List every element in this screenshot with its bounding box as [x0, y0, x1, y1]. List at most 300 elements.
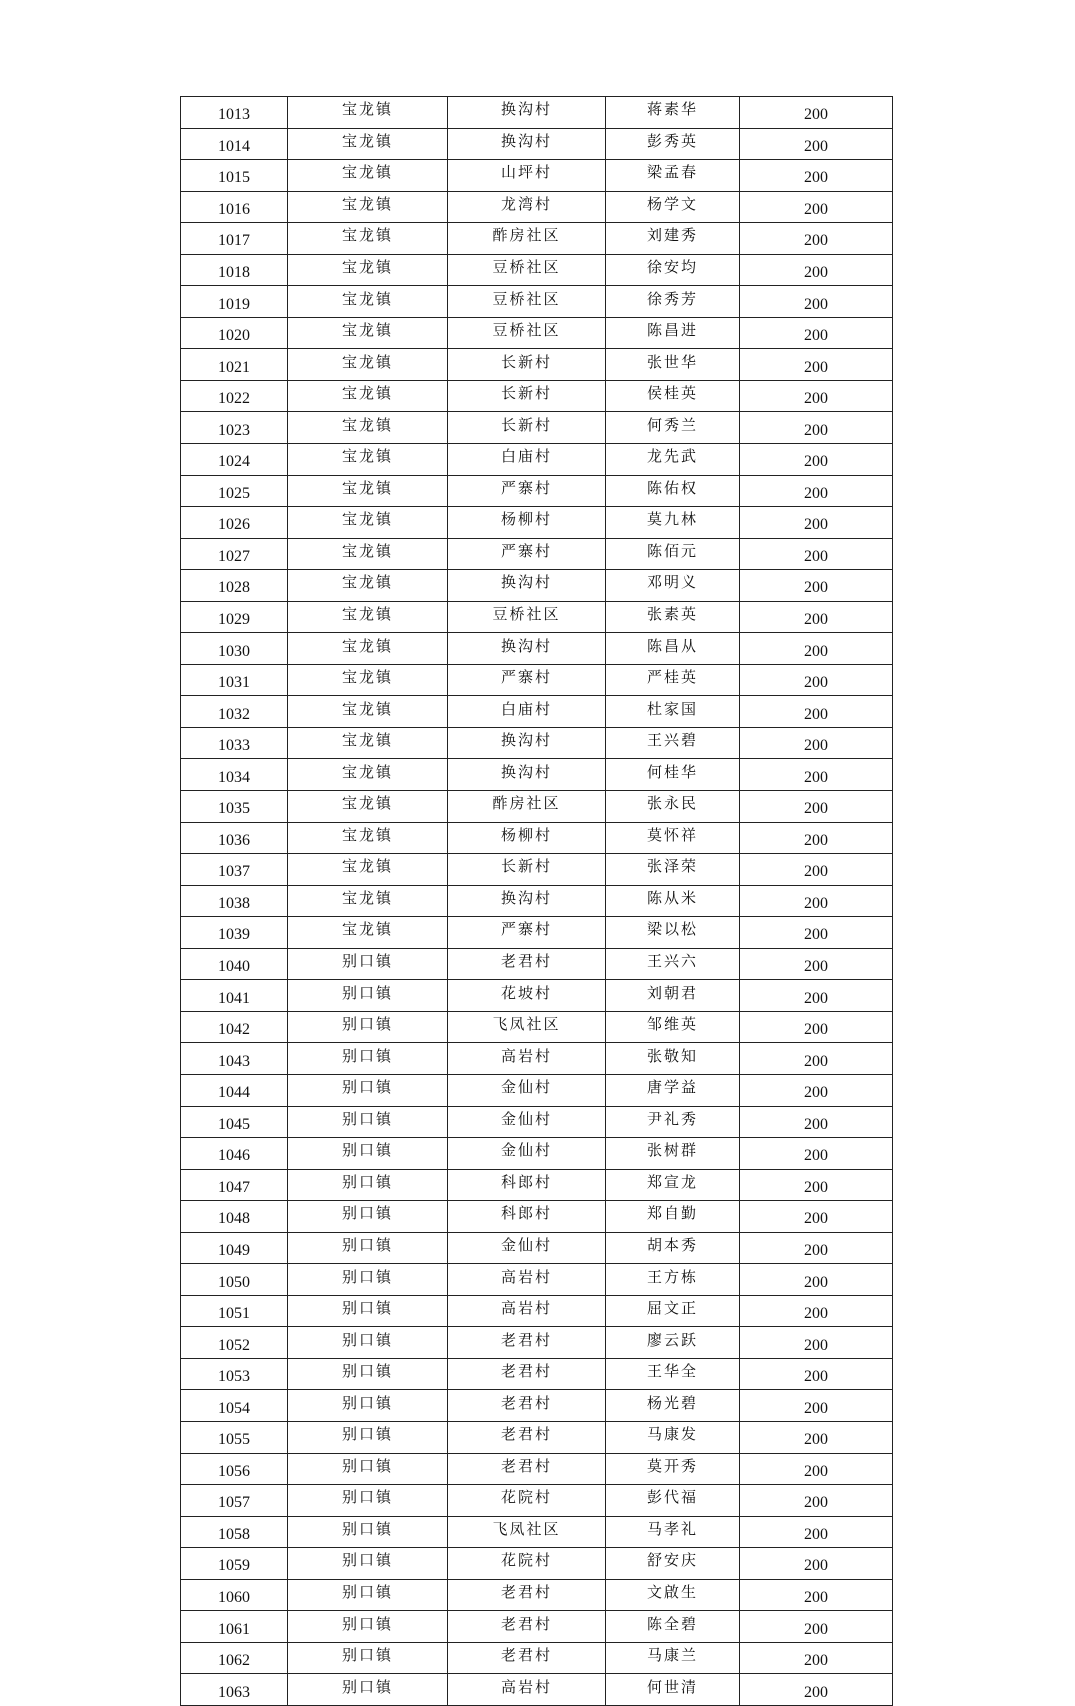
town-cell: 别口镇: [288, 1611, 448, 1643]
row-number-cell: 1031: [181, 664, 288, 696]
town-cell: 宝龙镇: [288, 160, 448, 192]
amount-cell: 200: [740, 1327, 893, 1359]
table-row: [181, 1453, 893, 1485]
town-cell: 宝龙镇: [288, 223, 448, 255]
table-row: [181, 601, 893, 633]
town-cell: 宝龙镇: [288, 128, 448, 160]
village-cell: 换沟村: [448, 570, 606, 602]
row-number-cell: 1030: [181, 633, 288, 665]
row-number-cell: 1062: [181, 1642, 288, 1674]
table-row: [181, 791, 893, 823]
row-number-cell: 1024: [181, 444, 288, 476]
amount-cell: 200: [740, 664, 893, 696]
town-cell: 别口镇: [288, 1169, 448, 1201]
town-cell: 宝龙镇: [288, 444, 448, 476]
village-cell: 换沟村: [448, 885, 606, 917]
town-cell: 别口镇: [288, 1674, 448, 1706]
table-row: [181, 317, 893, 349]
amount-cell: 200: [740, 317, 893, 349]
amount-cell: 200: [740, 727, 893, 759]
amount-cell: 200: [740, 633, 893, 665]
table-row: [181, 759, 893, 791]
amount-cell: 200: [740, 1106, 893, 1138]
town-cell: 宝龙镇: [288, 854, 448, 886]
amount-cell: 200: [740, 1421, 893, 1453]
table-row: [181, 286, 893, 318]
amount-cell: 200: [740, 1642, 893, 1674]
table-row: [181, 160, 893, 192]
person-name-cell: 屈文正: [606, 1295, 740, 1327]
table-row: [181, 1611, 893, 1643]
person-name-cell: 马孝礼: [606, 1516, 740, 1548]
village-cell: 老君村: [448, 1390, 606, 1422]
village-cell: 豆桥社区: [448, 317, 606, 349]
table-row: [181, 507, 893, 539]
person-name-cell: 邓明义: [606, 570, 740, 602]
person-name-cell: 张世华: [606, 349, 740, 381]
person-name-cell: 陈昌从: [606, 633, 740, 665]
person-name-cell: 何桂华: [606, 759, 740, 791]
person-name-cell: 梁以松: [606, 917, 740, 949]
village-cell: 老君村: [448, 1421, 606, 1453]
person-name-cell: 蒋素华: [606, 97, 740, 129]
person-name-cell: 龙先武: [606, 444, 740, 476]
person-name-cell: 陈全碧: [606, 1611, 740, 1643]
row-number-cell: 1060: [181, 1579, 288, 1611]
person-name-cell: 陈从米: [606, 885, 740, 917]
town-cell: 别口镇: [288, 1295, 448, 1327]
person-name-cell: 王兴碧: [606, 727, 740, 759]
amount-cell: 200: [740, 380, 893, 412]
table-row: [181, 1516, 893, 1548]
person-name-cell: 陈佑权: [606, 475, 740, 507]
row-number-cell: 1038: [181, 885, 288, 917]
village-cell: 酢房社区: [448, 791, 606, 823]
town-cell: 宝龙镇: [288, 475, 448, 507]
row-number-cell: 1017: [181, 223, 288, 255]
row-number-cell: 1051: [181, 1295, 288, 1327]
village-cell: 花坡村: [448, 980, 606, 1012]
village-cell: 老君村: [448, 1453, 606, 1485]
amount-cell: 200: [740, 444, 893, 476]
town-cell: 别口镇: [288, 1106, 448, 1138]
row-number-cell: 1023: [181, 412, 288, 444]
person-name-cell: 严桂英: [606, 664, 740, 696]
amount-cell: 200: [740, 286, 893, 318]
village-cell: 酢房社区: [448, 223, 606, 255]
table-row: [181, 1169, 893, 1201]
village-cell: 换沟村: [448, 128, 606, 160]
village-cell: 老君村: [448, 1579, 606, 1611]
town-cell: 宝龙镇: [288, 917, 448, 949]
town-cell: 别口镇: [288, 1138, 448, 1170]
town-cell: 别口镇: [288, 980, 448, 1012]
town-cell: 别口镇: [288, 1390, 448, 1422]
town-cell: 宝龙镇: [288, 727, 448, 759]
person-name-cell: 张树群: [606, 1138, 740, 1170]
village-cell: 科郎村: [448, 1169, 606, 1201]
village-cell: 金仙村: [448, 1074, 606, 1106]
table-row: [181, 1106, 893, 1138]
village-cell: 换沟村: [448, 727, 606, 759]
village-cell: 老君村: [448, 948, 606, 980]
person-name-cell: 唐学益: [606, 1074, 740, 1106]
town-cell: 宝龙镇: [288, 538, 448, 570]
table-row: [181, 1674, 893, 1706]
table-row: [181, 664, 893, 696]
village-cell: 山坪村: [448, 160, 606, 192]
person-name-cell: 文啟生: [606, 1579, 740, 1611]
village-cell: 严寨村: [448, 917, 606, 949]
person-name-cell: 王华全: [606, 1358, 740, 1390]
person-name-cell: 王方栋: [606, 1264, 740, 1296]
village-cell: 科郎村: [448, 1201, 606, 1233]
person-name-cell: 马康发: [606, 1421, 740, 1453]
row-number-cell: 1016: [181, 191, 288, 223]
village-cell: 杨柳村: [448, 822, 606, 854]
table-row: [181, 1074, 893, 1106]
town-cell: 宝龙镇: [288, 286, 448, 318]
person-name-cell: 徐秀芳: [606, 286, 740, 318]
town-cell: 宝龙镇: [288, 570, 448, 602]
amount-cell: 200: [740, 885, 893, 917]
amount-cell: 200: [740, 1485, 893, 1517]
amount-cell: 200: [740, 1548, 893, 1580]
row-number-cell: 1045: [181, 1106, 288, 1138]
table-row: [181, 822, 893, 854]
table-row: [181, 570, 893, 602]
town-cell: 别口镇: [288, 948, 448, 980]
town-cell: 别口镇: [288, 1011, 448, 1043]
table-row: [181, 191, 893, 223]
table-row: [181, 444, 893, 476]
amount-cell: 200: [740, 759, 893, 791]
person-name-cell: 杜家国: [606, 696, 740, 728]
table-row: [181, 97, 893, 129]
town-cell: 宝龙镇: [288, 412, 448, 444]
table-row: [181, 1201, 893, 1233]
town-cell: 别口镇: [288, 1453, 448, 1485]
town-cell: 宝龙镇: [288, 380, 448, 412]
amount-cell: 200: [740, 1201, 893, 1233]
row-number-cell: 1044: [181, 1074, 288, 1106]
table-row: [181, 349, 893, 381]
town-cell: 宝龙镇: [288, 507, 448, 539]
village-cell: 换沟村: [448, 97, 606, 129]
village-cell: 严寨村: [448, 538, 606, 570]
town-cell: 宝龙镇: [288, 759, 448, 791]
amount-cell: 200: [740, 1011, 893, 1043]
village-cell: 金仙村: [448, 1138, 606, 1170]
person-name-cell: 彭代福: [606, 1485, 740, 1517]
amount-cell: 200: [740, 254, 893, 286]
row-number-cell: 1033: [181, 727, 288, 759]
town-cell: 宝龙镇: [288, 317, 448, 349]
person-name-cell: 杨学文: [606, 191, 740, 223]
village-cell: 白庙村: [448, 444, 606, 476]
table-row: [181, 1485, 893, 1517]
person-name-cell: 梁孟春: [606, 160, 740, 192]
row-number-cell: 1057: [181, 1485, 288, 1517]
village-cell: 飞凤社区: [448, 1516, 606, 1548]
amount-cell: 200: [740, 1264, 893, 1296]
table-row: [181, 1327, 893, 1359]
table-row: [181, 727, 893, 759]
amount-cell: 200: [740, 948, 893, 980]
row-number-cell: 1052: [181, 1327, 288, 1359]
table-row: [181, 1043, 893, 1075]
town-cell: 别口镇: [288, 1548, 448, 1580]
village-cell: 严寨村: [448, 475, 606, 507]
town-cell: 宝龙镇: [288, 822, 448, 854]
amount-cell: 200: [740, 1390, 893, 1422]
table-row: [181, 1138, 893, 1170]
village-cell: 金仙村: [448, 1232, 606, 1264]
amount-cell: 200: [740, 570, 893, 602]
amount-cell: 200: [740, 1358, 893, 1390]
village-cell: 长新村: [448, 349, 606, 381]
row-number-cell: 1032: [181, 696, 288, 728]
person-name-cell: 徐安均: [606, 254, 740, 286]
amount-cell: 200: [740, 128, 893, 160]
amount-cell: 200: [740, 1232, 893, 1264]
row-number-cell: 1019: [181, 286, 288, 318]
row-number-cell: 1015: [181, 160, 288, 192]
amount-cell: 200: [740, 1138, 893, 1170]
table-row: [181, 1295, 893, 1327]
village-cell: 花院村: [448, 1485, 606, 1517]
table-row: [181, 538, 893, 570]
amount-cell: 200: [740, 349, 893, 381]
table-row: [181, 948, 893, 980]
table-row: [181, 1232, 893, 1264]
village-cell: 豆桥社区: [448, 254, 606, 286]
table-row: [181, 1358, 893, 1390]
village-cell: 高岩村: [448, 1043, 606, 1075]
village-cell: 高岩村: [448, 1264, 606, 1296]
table-row: [181, 128, 893, 160]
amount-cell: 200: [740, 538, 893, 570]
row-number-cell: 1018: [181, 254, 288, 286]
person-name-cell: 刘建秀: [606, 223, 740, 255]
person-name-cell: 何秀兰: [606, 412, 740, 444]
town-cell: 别口镇: [288, 1043, 448, 1075]
village-cell: 严寨村: [448, 664, 606, 696]
row-number-cell: 1025: [181, 475, 288, 507]
amount-cell: 200: [740, 601, 893, 633]
village-cell: 换沟村: [448, 759, 606, 791]
person-name-cell: 张泽荣: [606, 854, 740, 886]
amount-cell: 200: [740, 1516, 893, 1548]
row-number-cell: 1058: [181, 1516, 288, 1548]
person-name-cell: 张敬知: [606, 1043, 740, 1075]
person-name-cell: 邹维英: [606, 1011, 740, 1043]
village-cell: 高岩村: [448, 1295, 606, 1327]
row-number-cell: 1054: [181, 1390, 288, 1422]
town-cell: 别口镇: [288, 1485, 448, 1517]
village-cell: 老君村: [448, 1642, 606, 1674]
amount-cell: 200: [740, 1579, 893, 1611]
person-name-cell: 莫开秀: [606, 1453, 740, 1485]
town-cell: 别口镇: [288, 1264, 448, 1296]
table-row: [181, 885, 893, 917]
person-name-cell: 莫怀祥: [606, 822, 740, 854]
village-cell: 长新村: [448, 412, 606, 444]
row-number-cell: 1026: [181, 507, 288, 539]
person-name-cell: 杨光碧: [606, 1390, 740, 1422]
person-name-cell: 胡本秀: [606, 1232, 740, 1264]
row-number-cell: 1041: [181, 980, 288, 1012]
table-row: [181, 1390, 893, 1422]
row-number-cell: 1063: [181, 1674, 288, 1706]
amount-cell: 200: [740, 854, 893, 886]
row-number-cell: 1053: [181, 1358, 288, 1390]
row-number-cell: 1014: [181, 128, 288, 160]
row-number-cell: 1036: [181, 822, 288, 854]
person-name-cell: 舒安庆: [606, 1548, 740, 1580]
person-name-cell: 郑自勤: [606, 1201, 740, 1233]
row-number-cell: 1028: [181, 570, 288, 602]
amount-cell: 200: [740, 696, 893, 728]
amount-cell: 200: [740, 223, 893, 255]
person-name-cell: 王兴六: [606, 948, 740, 980]
town-cell: 宝龙镇: [288, 664, 448, 696]
row-number-cell: 1035: [181, 791, 288, 823]
row-number-cell: 1050: [181, 1264, 288, 1296]
amount-cell: 200: [740, 1169, 893, 1201]
table-row: [181, 917, 893, 949]
amount-cell: 200: [740, 917, 893, 949]
person-name-cell: 彭秀英: [606, 128, 740, 160]
village-cell: 长新村: [448, 854, 606, 886]
table-row: [181, 854, 893, 886]
person-name-cell: 张素英: [606, 601, 740, 633]
village-cell: 金仙村: [448, 1106, 606, 1138]
row-number-cell: 1020: [181, 317, 288, 349]
person-name-cell: 侯桂英: [606, 380, 740, 412]
amount-cell: 200: [740, 1043, 893, 1075]
row-number-cell: 1029: [181, 601, 288, 633]
row-number-cell: 1039: [181, 917, 288, 949]
row-number-cell: 1042: [181, 1011, 288, 1043]
town-cell: 别口镇: [288, 1074, 448, 1106]
town-cell: 宝龙镇: [288, 601, 448, 633]
village-cell: 换沟村: [448, 633, 606, 665]
town-cell: 宝龙镇: [288, 349, 448, 381]
amount-cell: 200: [740, 1074, 893, 1106]
row-number-cell: 1049: [181, 1232, 288, 1264]
town-cell: 别口镇: [288, 1516, 448, 1548]
amount-cell: 200: [740, 1295, 893, 1327]
amount-cell: 200: [740, 475, 893, 507]
town-cell: 别口镇: [288, 1232, 448, 1264]
table-row: [181, 1579, 893, 1611]
table-row: [181, 633, 893, 665]
village-cell: 飞凤社区: [448, 1011, 606, 1043]
row-number-cell: 1013: [181, 97, 288, 129]
row-number-cell: 1022: [181, 380, 288, 412]
village-cell: 龙湾村: [448, 191, 606, 223]
amount-cell: 200: [740, 191, 893, 223]
amount-cell: 200: [740, 1674, 893, 1706]
town-cell: 宝龙镇: [288, 633, 448, 665]
village-cell: 豆桥社区: [448, 286, 606, 318]
row-number-cell: 1046: [181, 1138, 288, 1170]
row-number-cell: 1034: [181, 759, 288, 791]
town-cell: 宝龙镇: [288, 191, 448, 223]
row-number-cell: 1040: [181, 948, 288, 980]
amount-cell: 200: [740, 980, 893, 1012]
amount-cell: 200: [740, 822, 893, 854]
person-name-cell: 刘朝君: [606, 980, 740, 1012]
table-row: [181, 696, 893, 728]
person-name-cell: 郑宣龙: [606, 1169, 740, 1201]
person-name-cell: 张永民: [606, 791, 740, 823]
person-name-cell: 尹礼秀: [606, 1106, 740, 1138]
table-row: [181, 1548, 893, 1580]
row-number-cell: 1043: [181, 1043, 288, 1075]
town-cell: 宝龙镇: [288, 97, 448, 129]
table-row: [181, 1421, 893, 1453]
row-number-cell: 1037: [181, 854, 288, 886]
table-row: [181, 380, 893, 412]
table-row: [181, 980, 893, 1012]
amount-cell: 200: [740, 412, 893, 444]
amount-cell: 200: [740, 97, 893, 129]
table-row: [181, 254, 893, 286]
row-number-cell: 1048: [181, 1201, 288, 1233]
roster-table: [180, 96, 893, 1706]
town-cell: 宝龙镇: [288, 885, 448, 917]
table-row: [181, 223, 893, 255]
town-cell: 宝龙镇: [288, 791, 448, 823]
town-cell: 别口镇: [288, 1642, 448, 1674]
village-cell: 长新村: [448, 380, 606, 412]
person-name-cell: 莫九林: [606, 507, 740, 539]
village-cell: 白庙村: [448, 696, 606, 728]
amount-cell: 200: [740, 160, 893, 192]
row-number-cell: 1059: [181, 1548, 288, 1580]
row-number-cell: 1027: [181, 538, 288, 570]
village-cell: 杨柳村: [448, 507, 606, 539]
amount-cell: 200: [740, 507, 893, 539]
amount-cell: 200: [740, 791, 893, 823]
village-cell: 花院村: [448, 1548, 606, 1580]
town-cell: 别口镇: [288, 1579, 448, 1611]
town-cell: 别口镇: [288, 1201, 448, 1233]
row-number-cell: 1056: [181, 1453, 288, 1485]
village-cell: 老君村: [448, 1327, 606, 1359]
town-cell: 宝龙镇: [288, 254, 448, 286]
table-row: [181, 412, 893, 444]
row-number-cell: 1061: [181, 1611, 288, 1643]
table-row: [181, 1264, 893, 1296]
village-cell: 老君村: [448, 1611, 606, 1643]
row-number-cell: 1055: [181, 1421, 288, 1453]
table-row: [181, 1011, 893, 1043]
roster-table-body: [181, 97, 893, 1706]
village-cell: 高岩村: [448, 1674, 606, 1706]
row-number-cell: 1021: [181, 349, 288, 381]
table-row: [181, 1642, 893, 1674]
row-number-cell: 1047: [181, 1169, 288, 1201]
village-cell: 老君村: [448, 1358, 606, 1390]
person-name-cell: 廖云跃: [606, 1327, 740, 1359]
town-cell: 宝龙镇: [288, 696, 448, 728]
table-row: [181, 475, 893, 507]
amount-cell: 200: [740, 1453, 893, 1485]
person-name-cell: 陈昌进: [606, 317, 740, 349]
